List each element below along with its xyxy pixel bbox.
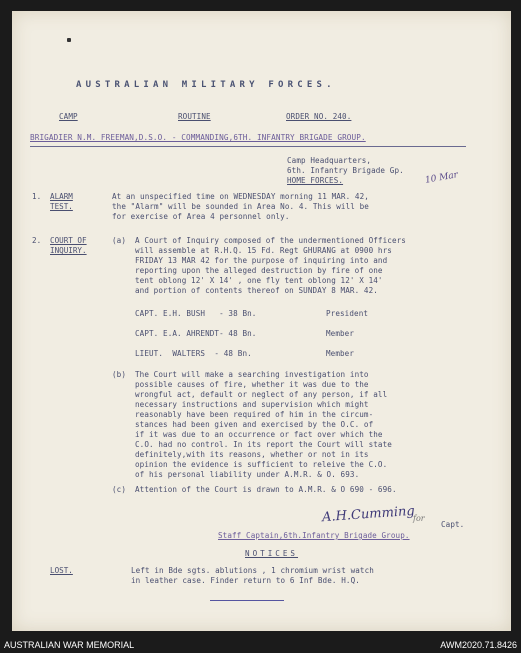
body-line: definitely,with its reasons, whether or not in its	[135, 450, 369, 459]
body-line: if it was due to an occurrence or fact over which the	[135, 430, 383, 439]
body-line: FRIDAY 13 MAR 42 for the purpose of inquiring into and	[135, 256, 388, 265]
item-heading-line: COURT OF	[50, 236, 87, 245]
address-line: 6th. Infantry Brigade Gp.	[287, 166, 404, 175]
body-line: of his personal liability under A.M.R. & O. 693.	[135, 470, 360, 479]
signature-rank: Capt.	[441, 520, 465, 529]
item-heading-line: TEST.	[50, 202, 73, 211]
closing-rule	[210, 600, 284, 601]
archive-reference: AWM2020.71.8426	[440, 640, 517, 650]
body-line: Attention of the Court is drawn to A.M.R. & O 690 - 696.	[135, 485, 397, 494]
body-line: At an unspecified time on WEDNESDAY morning 11 MAR. 42,	[112, 192, 369, 201]
body-line: A Court of Inquiry composed of the undermentioned Officers	[135, 236, 406, 245]
paragraph-label-c: (c)	[112, 485, 127, 494]
routine-order-number: ORDER NO. 240.	[286, 112, 352, 121]
body-line: tent oblong 12' X 14' , one fly tent oblong 12' X 14'	[135, 276, 383, 285]
body-line: necessary instructions and supervision which might	[135, 400, 369, 409]
notices-heading: NOTICES	[245, 549, 299, 558]
signature-title: Staff Captain,6th.Infantry Brigade Group.	[218, 531, 410, 540]
item-heading-line: INQUIRY.	[50, 246, 87, 255]
archive-name: AUSTRALIAN WAR MEMORIAL	[4, 640, 135, 650]
member-name: CAPT. E.A. AHRENDT- 48 Bn.	[135, 329, 257, 338]
document-title: AUSTRALIAN MILITARY FORCES.	[76, 80, 336, 90]
member-role: President	[326, 309, 369, 318]
commander-rule	[30, 146, 466, 147]
body-line: wrongful act, default or neglect of any person, if all	[135, 390, 388, 399]
body-line: for exercise of Area 4 personnel only.	[112, 212, 290, 221]
member-role: Member	[326, 329, 355, 338]
body-line: stances had been given and exercised by the O.C. of	[135, 420, 374, 429]
archive-footer	[0, 638, 521, 653]
body-line: the "Alarm" will be sounded in Area No. 4. This will be	[112, 202, 369, 211]
member-name: CAPT. E.H. BUSH - 38 Bn.	[135, 309, 257, 318]
commander-line: BRIGADIER N.M. FREEMAN,D.S.O. - COMMANDING,6TH. INFANTRY BRIGADE GROUP.	[30, 133, 366, 142]
body-line: The Court will make a searching investigation into	[135, 370, 369, 379]
notice-label-lost: LOST.	[50, 566, 73, 575]
body-line: reporting upon the alleged destruction by fire of one	[135, 266, 383, 275]
routine-camp: CAMP	[59, 112, 78, 121]
item-number: 2.	[32, 236, 42, 245]
handwritten-signature: A.H.Cumming	[321, 503, 416, 526]
address-line: HOME FORCES.	[287, 176, 344, 185]
address-line: Camp Headquarters,	[287, 156, 372, 165]
body-line: C.O. had no control. In its report the Court will state	[135, 440, 392, 449]
routine-routine: ROUTINE	[178, 112, 211, 121]
member-role: Member	[326, 349, 355, 358]
item-heading-line: ALARM	[50, 192, 73, 201]
body-line: Left in Bde sgts. ablutions , 1 chromium wrist watch	[131, 566, 374, 575]
body-line: in leather case. Finder return to 6 Inf Bde. H.Q.	[131, 576, 360, 585]
body-line: reasonably have been required of him in the circum-	[135, 410, 374, 419]
body-line: will assemble at R.H.Q. 15 Fd. Regt GHURANG at 0900 hrs	[135, 246, 392, 255]
body-line: opinion the evidence is sufficient to releive the C.O.	[135, 460, 388, 469]
body-line: and portion of contents thereof on SUNDAY 8 MAR. 42.	[135, 286, 378, 295]
paragraph-label-b: (b)	[112, 370, 127, 379]
item-number: 1.	[32, 192, 42, 201]
member-name: LIEUT. WALTERS - 48 Bn.	[135, 349, 252, 358]
pencil-note: for	[413, 514, 425, 523]
handwritten-date: 10 Mar	[424, 170, 459, 186]
paragraph-label-a: (a)	[112, 236, 127, 245]
punch-hole	[67, 38, 71, 42]
body-line: possible causes of fire, whether it was due to the	[135, 380, 369, 389]
